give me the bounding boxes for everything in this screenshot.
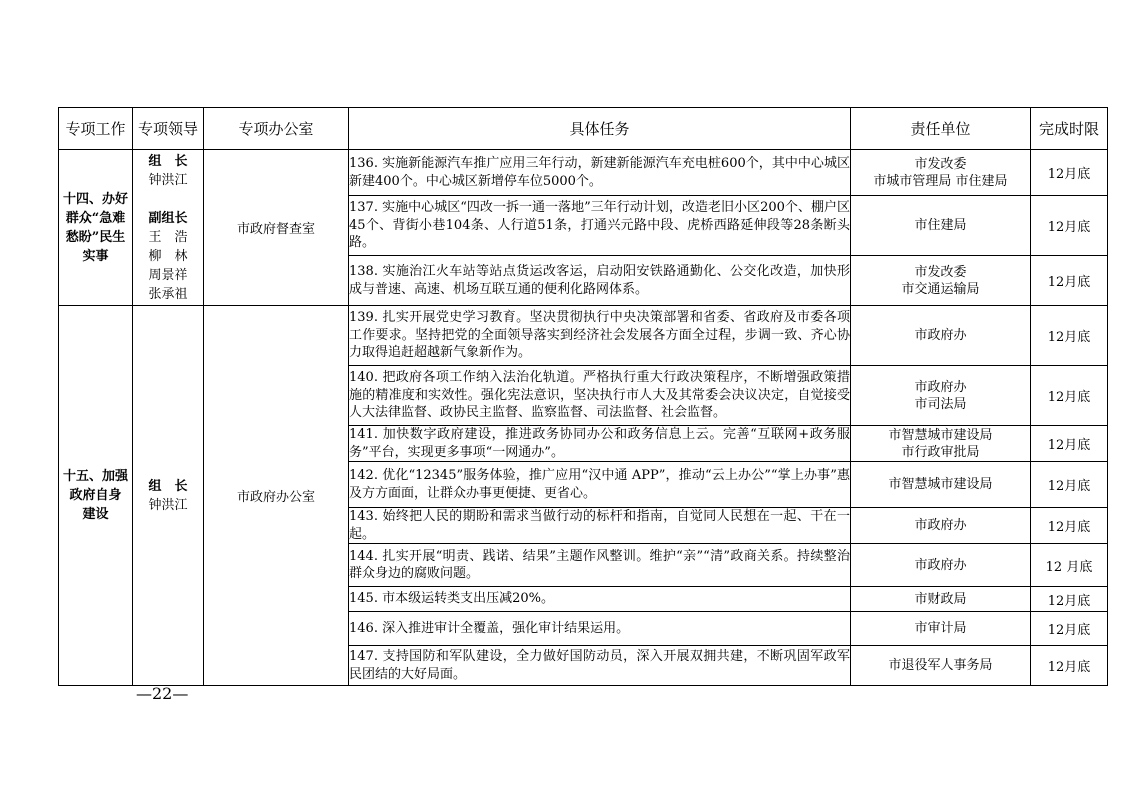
unit-cell bbox=[851, 462, 1031, 508]
unit-line: 市政府办 bbox=[914, 379, 967, 395]
unit-line: 市政府办 bbox=[914, 557, 967, 573]
table-row bbox=[59, 150, 1108, 196]
unit-line: 市智慧城市建设局 bbox=[888, 427, 993, 443]
leader-role: 副组长 bbox=[148, 210, 188, 226]
header-row bbox=[59, 108, 1108, 150]
category-cell bbox=[59, 150, 133, 306]
unit-cell bbox=[851, 646, 1031, 686]
office-cell: 市政府办公室 bbox=[204, 306, 349, 686]
unit-cell bbox=[851, 366, 1031, 426]
header-task: 具体任务 bbox=[349, 108, 851, 150]
task-cell: 141. 加快数字政府建设，推进政务协同办公和政务信息上云。完善“互联网+政务服务”平台，实现更多事项“一网通办”。 bbox=[349, 427, 850, 460]
category-line: 十四、办好 bbox=[62, 191, 128, 207]
category-line: 群众“急难 bbox=[65, 210, 126, 226]
leader-cell bbox=[133, 306, 204, 686]
leader-role: 组 长 bbox=[148, 478, 188, 494]
leader-name: 张承祖 bbox=[148, 286, 188, 302]
unit-cell bbox=[851, 256, 1031, 306]
page-number: —22— bbox=[136, 684, 189, 703]
unit-line: 市行政审批局 bbox=[901, 444, 980, 460]
unit-line: 市政府办 bbox=[914, 518, 967, 533]
deadline-cell: 12 月底 bbox=[1031, 544, 1108, 587]
deadline-cell: 12月底 bbox=[1031, 306, 1108, 366]
leader-name: 周景祥 bbox=[148, 267, 188, 283]
task-cell: 139. 扎实开展党史学习教育。坚决贯彻执行中央决策部署和省委、省政府及市委各项工作要求。坚持把党的全面领导落实到经济社会发展各方面全过程，步调一致、齐心协力取得追赶超越新气象新作为。 bbox=[349, 306, 851, 366]
category-line: 实事 bbox=[82, 248, 109, 264]
category-line: 建设 bbox=[82, 507, 109, 522]
task-cell: 138. 实施治江火车站等站点货运改客运，启动阳安铁路通勤化、公交化改造，加快形成与普速、高速、机场互联互通的便利化路网体系。 bbox=[349, 256, 851, 306]
leader-name: 钟洪江 bbox=[148, 172, 188, 188]
header-unit: 责任单位 bbox=[851, 108, 1031, 150]
leader-name: 王 浩 bbox=[148, 229, 188, 245]
task-cell: 147. 支持国防和军队建设，全力做好国防动员，深入开展双拥共建，不断巩固军政军民团结的大好局面。 bbox=[349, 646, 851, 686]
header-office: 专项办公室 bbox=[204, 108, 349, 150]
unit-cell bbox=[851, 612, 1031, 646]
task-cell: 136. 实施新能源汽车推广应用三年行动，新建新能源汽车充电桩600个，其中中心城区新建400个。中心城区新增停车位5000个。 bbox=[349, 150, 851, 196]
deadline-cell: 12月底 bbox=[1031, 196, 1108, 256]
unit-cell bbox=[851, 426, 1031, 462]
header-leader: 专项领导 bbox=[133, 108, 204, 150]
task-cell: 137. 实施中心城区“四改一拆一通一落地”三年行动计划，改造老旧小区200个、棚户区45个、背街小巷104条、人行道51条，打通兴元路中段、虎桥西路延伸段等28条断头路。 bbox=[349, 196, 851, 256]
unit-line: 市政府办 bbox=[914, 328, 967, 343]
unit-line: 市财政局 bbox=[914, 591, 967, 607]
deadline-cell: 12月底 bbox=[1031, 426, 1108, 462]
deadline-cell: 12月底 bbox=[1031, 646, 1108, 686]
deadline-cell: 12月底 bbox=[1031, 150, 1108, 196]
unit-line: 市住建局 bbox=[914, 218, 967, 233]
task-cell: 145. 市本级运转类支出压减20%。 bbox=[349, 587, 851, 612]
category-line: 愁盼”民生 bbox=[65, 229, 126, 245]
deadline-cell: 12月底 bbox=[1031, 366, 1108, 426]
unit-cell bbox=[851, 150, 1031, 196]
leader-name: 柳 林 bbox=[148, 248, 188, 264]
deadline-cell: 12月底 bbox=[1031, 587, 1108, 612]
header-category: 专项工作 bbox=[59, 108, 133, 150]
category-cell bbox=[59, 306, 133, 686]
task-table bbox=[58, 107, 1108, 686]
leader-name: 钟洪江 bbox=[148, 497, 188, 513]
category-line: 十五、加强 bbox=[62, 469, 128, 484]
unit-cell bbox=[851, 306, 1031, 366]
unit-line: 市司法局 bbox=[914, 396, 967, 412]
deadline-cell: 12月底 bbox=[1031, 462, 1108, 508]
unit-line: 市交通运输局 bbox=[901, 281, 980, 297]
office-cell: 市政府督查室 bbox=[204, 150, 349, 306]
unit-line: 市退役军人事务局 bbox=[888, 658, 993, 673]
deadline-cell: 12月底 bbox=[1031, 508, 1108, 544]
category-line: 政府自身 bbox=[69, 488, 122, 503]
unit-cell bbox=[851, 508, 1031, 544]
leader-role: 组 长 bbox=[148, 153, 188, 169]
unit-cell bbox=[851, 544, 1031, 587]
unit-line: 市智慧城市建设局 bbox=[888, 477, 993, 492]
leader-name bbox=[133, 190, 203, 209]
task-cell: 140. 把政府各项工作纳入法治化轨道。严格执行重大行政决策程序，不断增强政策措施的精准度和实效性。强化宪法意识，坚决执行市人大及其常委会决议决定，自觉接受人大法律监督、政协民主监督、监察监督、司法监督、社会监督。 bbox=[349, 366, 851, 426]
task-cell: 146. 深入推进审计全覆盖，强化审计结果运用。 bbox=[349, 612, 851, 646]
header-deadline: 完成时限 bbox=[1031, 108, 1108, 150]
deadline-cell: 12月底 bbox=[1031, 256, 1108, 306]
task-cell: 142. 优化“12345”服务体验，推广应用“汉中通 APP”，推动“云上办公”“掌上办事”惠及方方面面，让群众办事更便捷、更省心。 bbox=[349, 462, 851, 508]
table-row bbox=[59, 306, 1108, 366]
unit-line: 市发改委 bbox=[914, 156, 967, 172]
unit-line: 市发改委 bbox=[914, 264, 967, 280]
unit-cell bbox=[851, 587, 1031, 612]
unit-line: 市审计局 bbox=[914, 621, 967, 636]
leader-cell bbox=[133, 150, 204, 306]
task-cell: 144. 扎实开展“明责、践诺、结果”主题作风整训。维护“亲”“清”政商关系。持续整治群众身边的腐败问题。 bbox=[349, 544, 851, 587]
unit-line: 市城市管理局 市住建局 bbox=[873, 173, 1008, 189]
table-body bbox=[59, 150, 1108, 686]
task-cell: 143. 始终把人民的期盼和需求当做行动的标杆和指南，自觉同人民想在一起、干在一起。 bbox=[349, 509, 850, 542]
deadline-cell: 12月底 bbox=[1031, 612, 1108, 646]
unit-cell bbox=[851, 196, 1031, 256]
